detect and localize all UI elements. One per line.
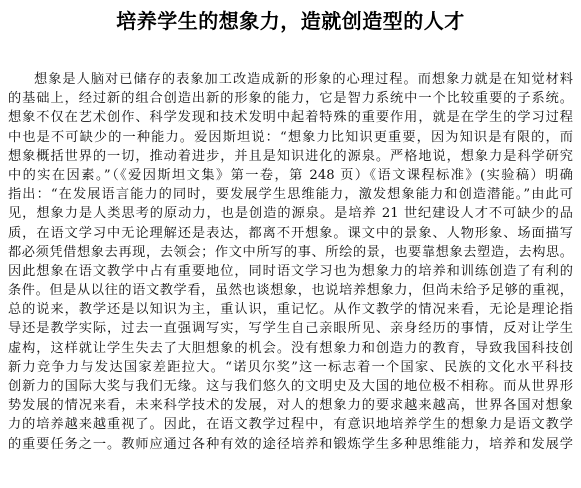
paragraph-line: 虚构，这样就让学生失去了大胆想象的机会。没有想象力和创造力的教育，导致我国科技创 <box>8 340 573 356</box>
paragraph-line: 条件。但是从以往的语文教学看，虽然也谈想象，也说培养想象力，但尚未给予足够的重视， <box>8 283 573 299</box>
paragraph-line: 的基础上，经过新的组合创造出新的形象的能力，它是智力系统中一个比较重要的子系统。 <box>8 91 573 107</box>
paragraph-line: 中的实在因素。”（《爱因斯坦文集》第一卷，第 248 页）《语文课程标准》(实验稿）明确 <box>8 167 573 183</box>
document-title: 培养学生的想象力，造就创造型的人才 <box>116 9 465 33</box>
paragraph-line: 见，想象力是人类思考的原动力，也是创造的源泉。是培养 21 世纪建设人才不可缺少的品 <box>8 206 573 222</box>
paragraph-line: 都必须凭借想象去再现，去领会；作文中所写的事、所绘的景，也要靠想象去塑造，去构思。 <box>8 244 573 260</box>
paragraph-line: 因此想象在语文教学中占有重要地位，同时语文学习也为想象力的培养和训练创造了有利的 <box>8 263 573 279</box>
paragraph-line: 的重要任务之一。教师应通过各种有效的途径培养和锻炼学生多种思维能力，培养和发展学 <box>8 436 573 452</box>
paragraph-line: 导还是教学实际，过去一直强调写实，写学生自己亲眼所见、亲身经历的事情，反对让学生 <box>8 321 573 337</box>
paragraph-line: 势发展的情况来看，未来科学技术的发展，对人的想象力的要求越来越高，世界各国对想象 <box>8 398 573 414</box>
document-body <box>8 70 573 454</box>
paragraph-line: 想象概括世界的一切，推动着进步，并且是知识进化的源泉。严格地说，想象力是科学研究 <box>8 148 573 164</box>
paragraph-line: 质，在语文学习中无论理解还是表达，都离不开想象。课文中的景象、人物形象、场面描写 <box>8 225 573 241</box>
paragraph-line: 新力竞争力与发达国家差距拉大。“诺贝尔奖”这一标志着一个国家、民族的文化水平科技 <box>8 359 573 375</box>
paragraph-line: 想象不仅在艺术创作、科学发现和技术发明中起着特殊的重要作用，就是在学生的学习过程 <box>8 110 573 126</box>
paragraph-line: 中也是不可缺少的一种能力。爱因斯坦说：“想象力比知识更重要，因为知识是有限的，而 <box>8 129 573 145</box>
paragraph-line: 总的说来，教学还是以知识为主，重认识，重记忆。从作文教学的情况来看，无论是理论指 <box>8 302 573 318</box>
paragraph-line: 创新力的国际大奖与我们无缘。这与我们悠久的文明史及大国的地位极不相称。而从世界形 <box>8 379 573 394</box>
paragraph-line: 指出：“在发展语言能力的同时，要发展学生思维能力，激发想象能力和创造潜能。”由此可 <box>8 187 573 203</box>
paragraph-line: 想象是人脑对已储存的表象加工改造成新的形象的心理过程。而想象力就是在知觉材料 <box>34 72 573 87</box>
paragraph-line: 力的培养越来越重视了。因此，在语文教学过程中，有意识地培养学生的想象力是语文教学 <box>8 417 573 433</box>
